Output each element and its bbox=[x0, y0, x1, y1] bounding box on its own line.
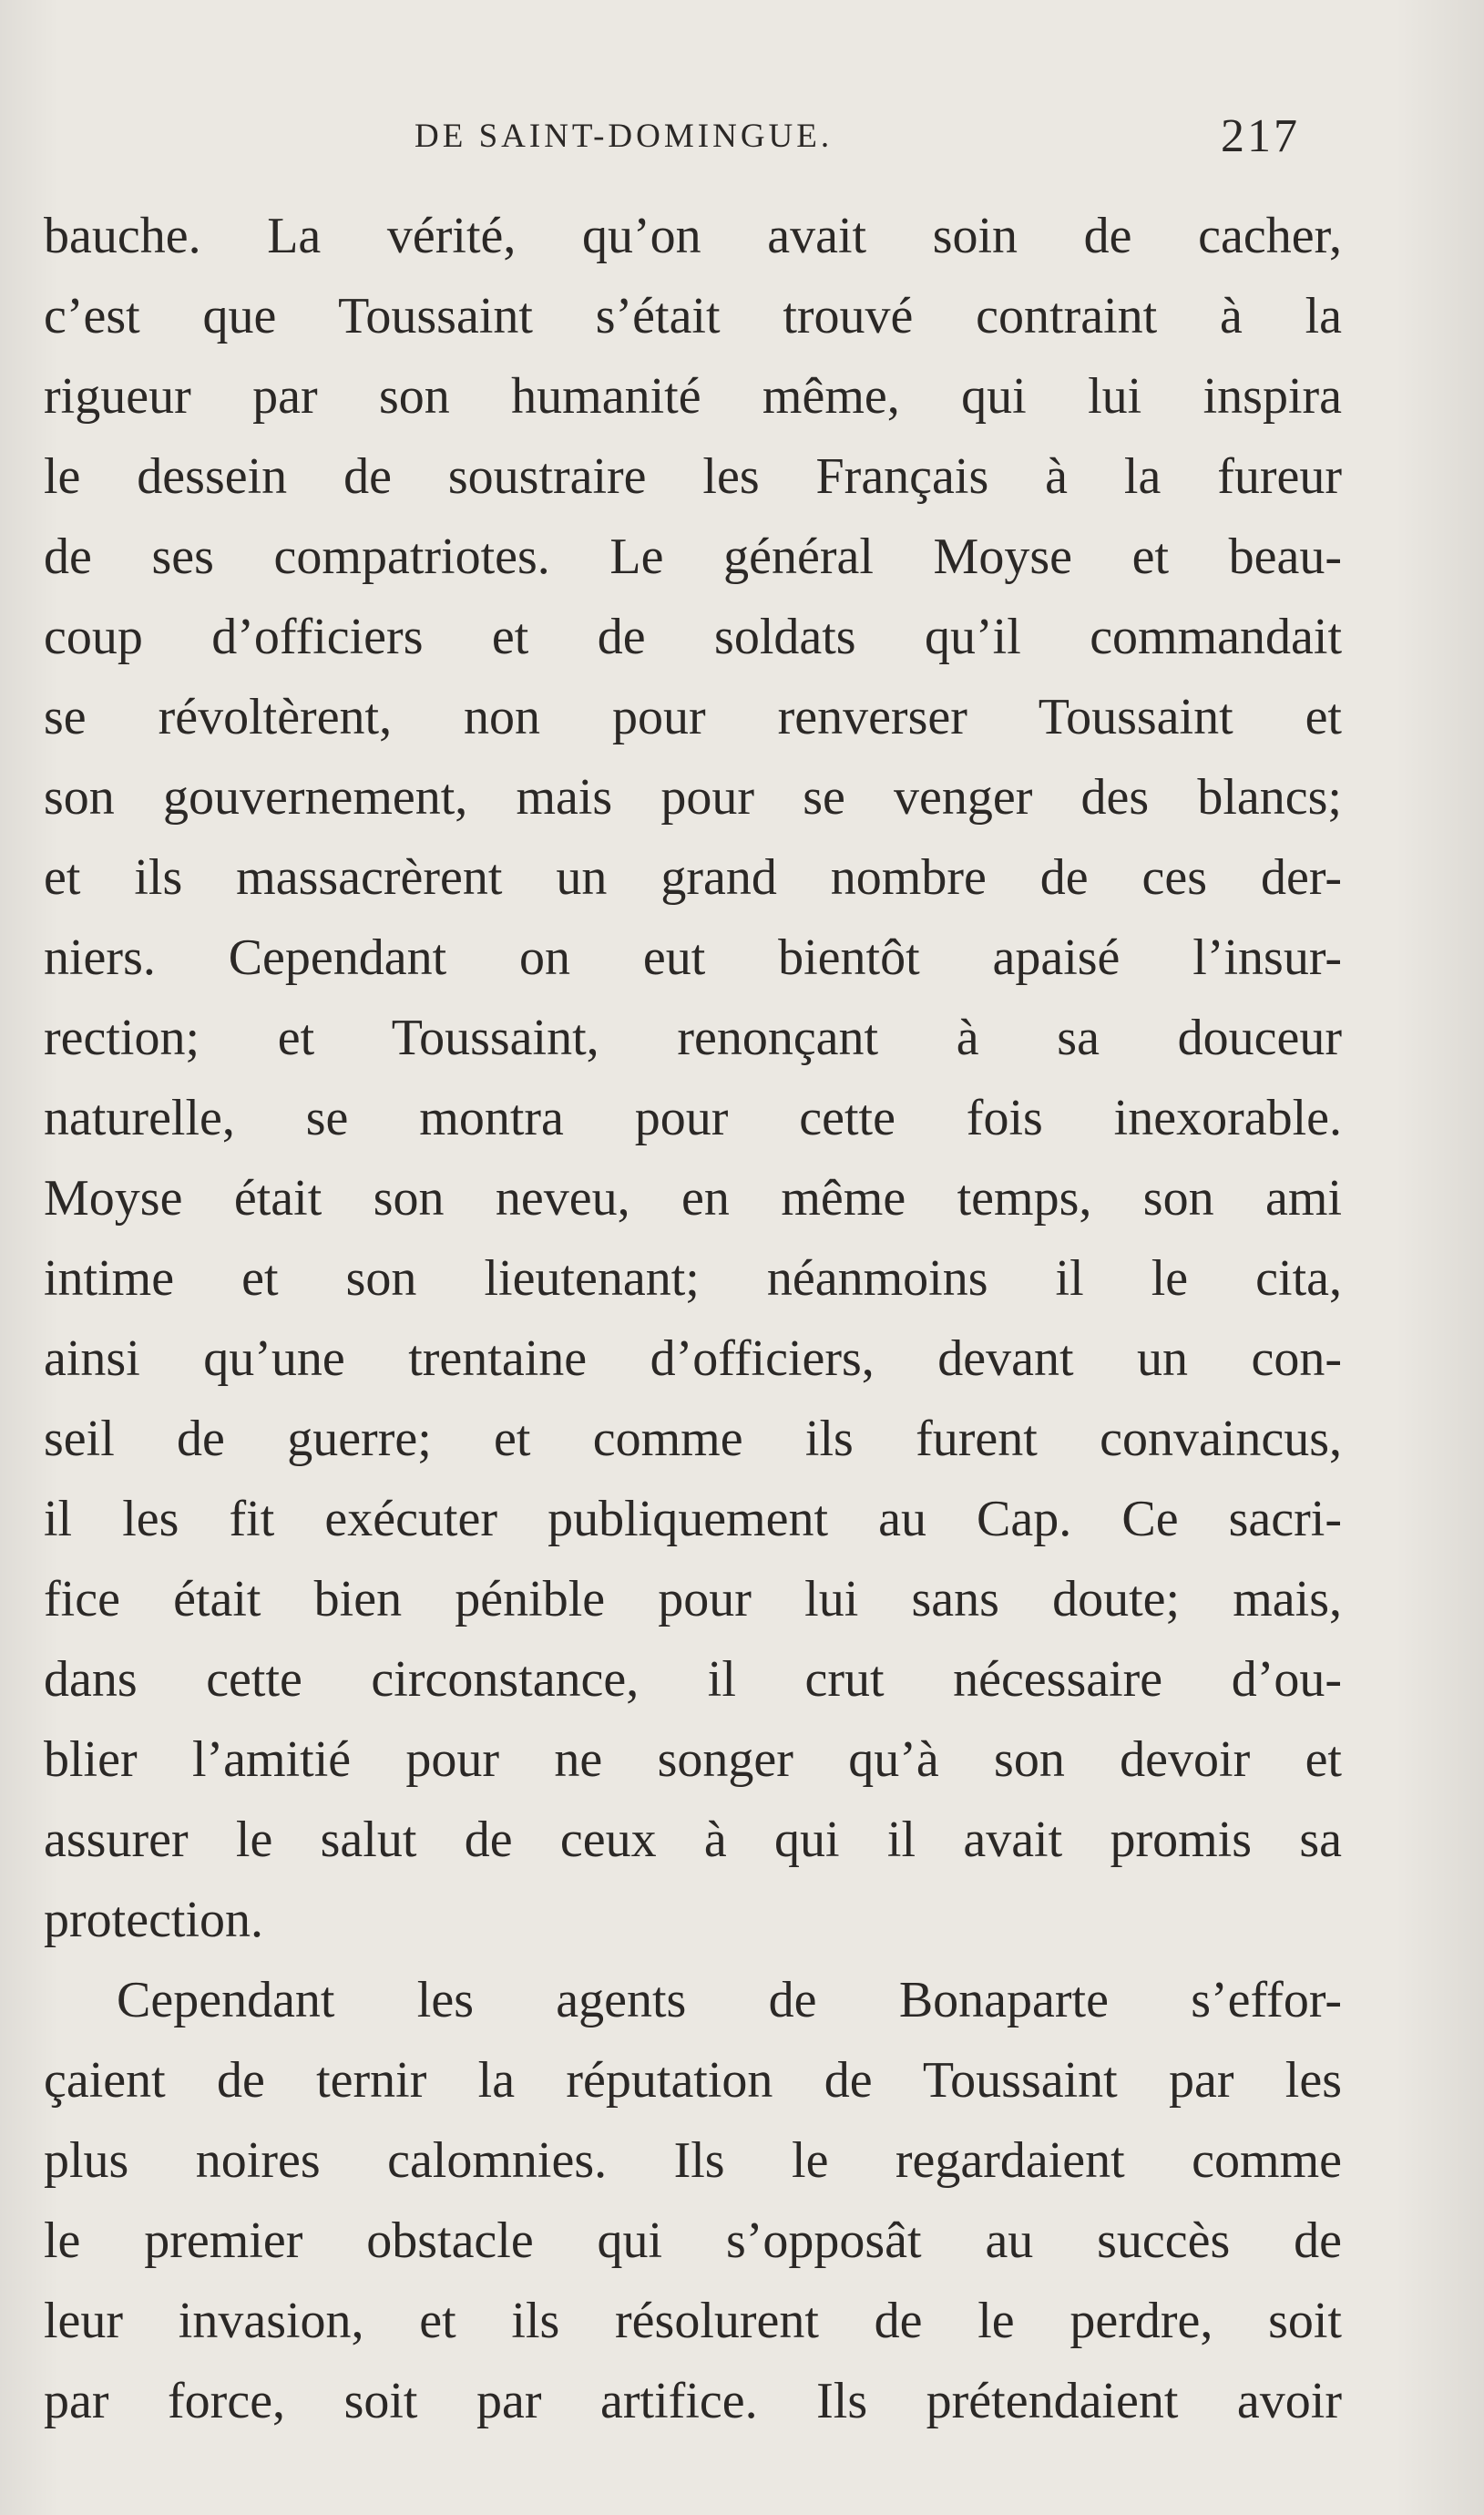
text-line: il les fit exécuter publiquement au Cap. Ce sacri- bbox=[44, 1491, 1342, 1547]
running-title: DE SAINT-DOMINGUE. bbox=[414, 118, 834, 155]
text-line: protection. bbox=[44, 1892, 264, 1948]
text-line: bauche. La vérité, qu’on avait soin de cacher, bbox=[44, 208, 1342, 264]
running-head bbox=[0, 110, 1484, 171]
text-line: naturelle, se montra pour cette fois inexorable. bbox=[44, 1090, 1342, 1146]
page-number: 217 bbox=[1221, 110, 1300, 162]
text-line: son gouvernement, mais pour se venger des blancs; bbox=[44, 769, 1342, 826]
text-line: niers. Cependant on eut bientôt apaisé l’insur- bbox=[44, 929, 1342, 986]
paragraph bbox=[44, 196, 1342, 1960]
text-line: et ils massacrèrent un grand nombre de ces der- bbox=[44, 849, 1342, 906]
text-line: çaient de ternir la réputation de Toussaint par les bbox=[44, 2052, 1342, 2109]
text-line: blier l’amitié pour ne songer qu’à son devoir et bbox=[44, 1731, 1342, 1788]
text-line: Moyse était son neveu, en même temps, son ami bbox=[44, 1170, 1342, 1227]
text-line: rigueur par son humanité même, qui lui inspira bbox=[44, 368, 1342, 425]
text-line: Cependant les agents de Bonaparte s’effor- bbox=[117, 1972, 1342, 2028]
text-line: intime et son lieutenant; néanmoins il le cita, bbox=[44, 1250, 1342, 1307]
text-line: de ses compatriotes. Le général Moyse et beau- bbox=[44, 529, 1342, 585]
text-line: c’est que Toussaint s’était trouvé contraint à la bbox=[44, 288, 1342, 344]
text-line: leur invasion, et ils résolurent de le perdre, soit bbox=[44, 2293, 1342, 2349]
text-line: plus noires calomnies. Ils le regardaient comme bbox=[44, 2132, 1342, 2189]
text-line: le dessein de soustraire les Français à la fureur bbox=[44, 448, 1342, 505]
text-line: coup d’officiers et de soldats qu’il commandait bbox=[44, 609, 1342, 665]
text-line: assurer le salut de ceux à qui il avait promis sa bbox=[44, 1812, 1342, 1868]
text-line: dans cette circonstance, il crut nécessaire d’ou- bbox=[44, 1651, 1342, 1708]
text-line: le premier obstacle qui s’opposât au succès de bbox=[44, 2212, 1342, 2269]
body-text bbox=[44, 196, 1342, 2441]
text-line: seil de guerre; et comme ils furent convaincus, bbox=[44, 1411, 1342, 1467]
text-line: par force, soit par artifice. Ils prétendaient avoir bbox=[44, 2373, 1342, 2429]
text-line: se révoltèrent, non pour renverser Toussaint et bbox=[44, 689, 1342, 745]
text-line: rection; et Toussaint, renonçant à sa douceur bbox=[44, 1010, 1342, 1066]
text-line: fice était bien pénible pour lui sans doute; mais, bbox=[44, 1571, 1342, 1627]
text-line: ainsi qu’une trentaine d’officiers, devant un con- bbox=[44, 1330, 1342, 1387]
paragraph bbox=[44, 1960, 1342, 2441]
